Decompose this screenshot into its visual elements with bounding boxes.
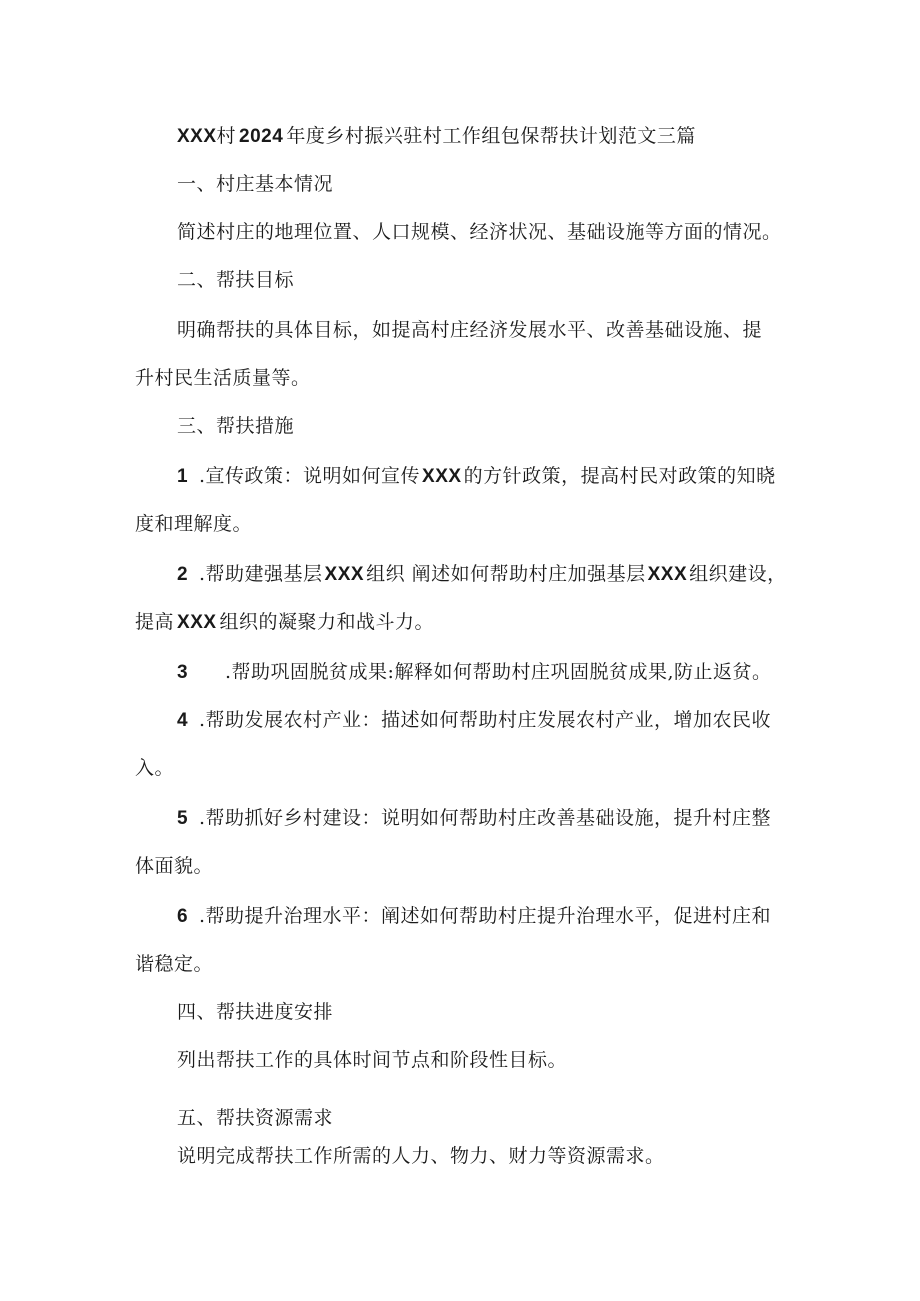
- measure-item-1-line1: [177, 464, 776, 489]
- measure-item-1-text-b: XXX: [422, 466, 462, 487]
- measure-item-3-line1: [177, 660, 771, 685]
- measure-item-1-number: 1: [177, 466, 189, 487]
- section2-body-line1: 明确帮扶的具体目标，如提高村庄经济发展水平、改善基础设施、提: [177, 319, 763, 341]
- measure-item-2-text-a: .帮助建强基层: [199, 563, 323, 585]
- measure-item-5-number: 5: [177, 808, 189, 829]
- measure-item-4-line2: 入。: [135, 757, 175, 779]
- measure-item-4-line1: [177, 708, 771, 733]
- measure-item-3-text: .帮助巩固脱贫成果:解释如何帮助村庄巩固脱贫成果,防止返贫。: [225, 661, 772, 683]
- section3-heading: 三、帮扶措施: [177, 415, 295, 437]
- measure-item-4-number: 4: [177, 710, 189, 731]
- section4-heading: 四、帮扶进度安排: [177, 1001, 334, 1023]
- measure-item-1-line2: 度和理解度。: [135, 513, 253, 535]
- measure-item-1-text-c: 的方针政策，提高村民对政策的知晓: [463, 465, 776, 487]
- measure-item-2-line2-a: 提高: [135, 611, 175, 633]
- measure-item-6-line2: 谐稳定。: [135, 953, 214, 975]
- section1-heading: 一、村庄基本情况: [177, 173, 334, 195]
- measure-item-2-line1: [177, 562, 787, 587]
- measure-item-5-text: .帮助抓好乡村建设：说明如何帮助村庄改善基础设施，提升村庄整: [199, 807, 772, 829]
- title-prefix: XXX: [177, 126, 217, 147]
- measure-item-6-number: 6: [177, 906, 189, 927]
- section5-heading: 五、帮扶资源需求: [177, 1107, 334, 1129]
- measure-item-1-text-a: .宣传政策：说明如何宣传: [199, 465, 421, 487]
- measure-item-2-line2-c: 组织的凝聚力和战斗力。: [219, 611, 435, 633]
- title-middle: 村: [216, 125, 237, 147]
- measure-item-2-line2: [135, 610, 434, 635]
- measure-item-5-line1: [177, 806, 771, 831]
- section5-body: 说明完成帮扶工作所需的人力、物力、财力等资源需求。: [177, 1145, 665, 1167]
- measure-item-2-text-c: 组织 阐述如何帮助村庄加强基层: [366, 563, 646, 585]
- measure-item-2-text-e: 组织建设，: [689, 563, 787, 585]
- section2-heading: 二、帮扶目标: [177, 269, 295, 291]
- measure-item-2-line2-b: XXX: [177, 612, 217, 633]
- section2-body-line2: 升村民生活质量等。: [135, 367, 311, 389]
- measure-item-2-number: 2: [177, 564, 189, 585]
- measure-item-4-text: .帮助发展农村产业：描述如何帮助村庄发展农村产业，增加农民收: [199, 709, 772, 731]
- measure-item-5-line2: 体面貌。: [135, 855, 214, 877]
- section4-body: 列出帮扶工作的具体时间节点和阶段性目标。: [177, 1049, 568, 1071]
- title-suffix: 年度乡村振兴驻村工作组包保帮扶计划范文三篇: [286, 125, 696, 147]
- measure-item-3-number: 3: [177, 662, 189, 683]
- measure-item-6-text: .帮助提升治理水平：阐述如何帮助村庄提升治理水平，促进村庄和: [199, 905, 772, 927]
- measure-item-6-line1: [177, 904, 771, 929]
- document-title: [177, 124, 696, 149]
- title-year: 2024: [239, 126, 284, 147]
- section1-body: 简述村庄的地理位置、人口规模、经济状况、基础设施等方面的情况。: [177, 221, 782, 243]
- measure-item-2-text-d: XXX: [647, 564, 688, 585]
- measure-item-2-text-b: XXX: [324, 564, 365, 585]
